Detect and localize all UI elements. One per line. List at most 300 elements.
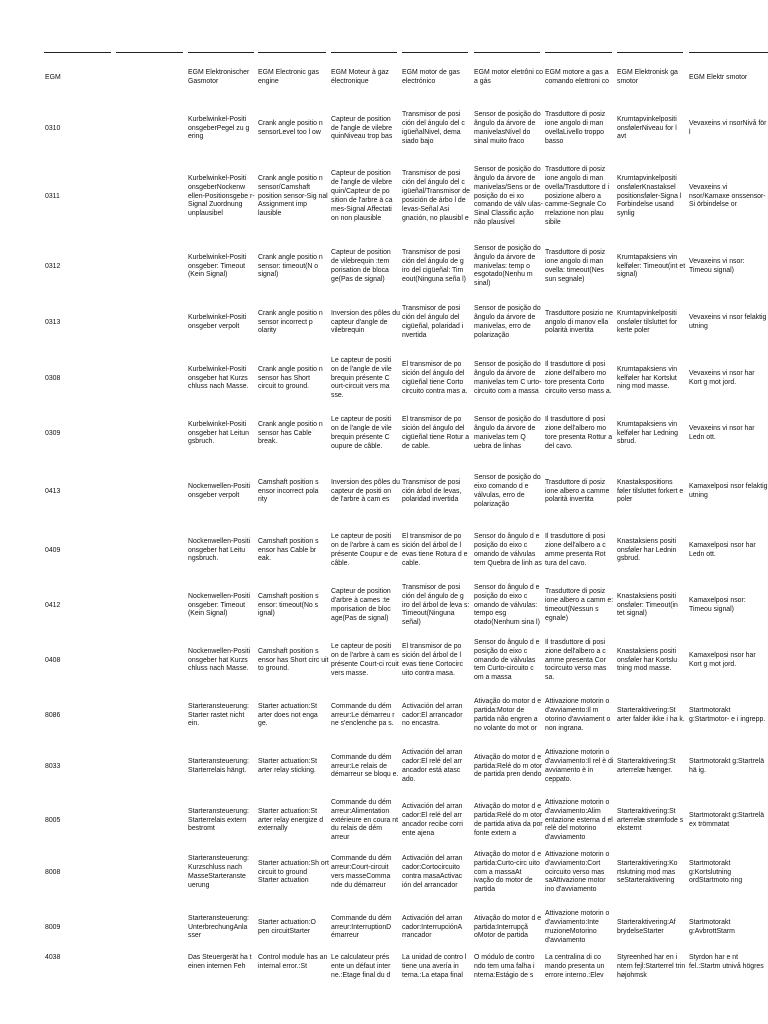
description-cell <box>331 796 400 846</box>
description-cell-text: Startmotorakt g:Kortslutning ordStartmoto ring <box>689 859 743 885</box>
description-cell <box>617 848 687 898</box>
description-cell <box>188 242 256 292</box>
description-cell-text: La unidad de contro l tiene una avería in terna.:La etapa final <box>402 954 467 979</box>
description-cell <box>188 742 256 792</box>
description-cell-text: Il trasduttore di posi zione dell'albero a c amme presenta Rot tura del cavo. <box>545 533 606 567</box>
description-cell <box>474 903 543 953</box>
description-cell <box>474 409 543 459</box>
description-cell <box>258 581 329 631</box>
description-cell <box>331 903 400 953</box>
fault-code-cell <box>45 104 180 154</box>
description-cell <box>474 526 543 576</box>
description-cell <box>474 581 543 631</box>
description-cell-text: Kurbelwinkel-Positi onsgeber hat Kurzs chluss nach Masse. <box>188 365 249 391</box>
header-language-cell <box>474 53 543 103</box>
fault-code-cell <box>45 636 180 686</box>
fault-code-cell-text: 8033 <box>45 762 61 770</box>
description-cell-text: Attivazione motorin o d'avviamento:Alim entazione esterna d el relè del motorino d'avviamento <box>545 798 613 842</box>
header-language-cell <box>545 53 615 103</box>
description-cell-text: Transmisor de posi ción del ángulo del cigüeñal, polaridad i nvertida <box>402 305 464 339</box>
description-cell-text: Attivazione motorin o d'avviamento:Il m otorino d'avviament o non ingrana. <box>545 698 611 732</box>
description-cell <box>331 172 400 222</box>
description-cell <box>545 354 615 404</box>
header-language-cell-text: EGM motor de gas electrónico <box>402 69 460 85</box>
description-cell-text: El transmisor de po sición del árbol de l evas tiene Cortocirc uito contra masa. <box>402 643 463 677</box>
description-cell <box>689 104 768 154</box>
description-cell <box>258 903 329 953</box>
description-cell-text: Activación del arran cador:El arrancador no encastra. <box>402 702 463 728</box>
description-cell-text: Le capteur de positi on de l'angle de vile brequin présente C ourt-circuit vers ma sse. <box>331 356 392 400</box>
description-cell-text: Krumtapvinkelpositi onsfølerNiveau for l avt <box>617 115 677 141</box>
header-language-cell <box>188 53 256 103</box>
description-cell <box>331 581 400 631</box>
fault-code-cell-text: 4038 <box>45 954 61 961</box>
description-cell-text: Commande du dém arreur:Le démarreu r ne s'enclenche pa s. <box>331 702 395 728</box>
description-cell <box>188 354 256 404</box>
description-cell-text: Kamaxelposi nsor: Timeou signal) <box>689 597 746 613</box>
description-cell-text: Kamaxelposi nsor felaktig utning <box>689 483 768 499</box>
description-cell-text: Kurbelwinkel-Positi onsgeber: Timeout (Kein Signal) <box>188 253 247 279</box>
description-cell <box>258 409 329 459</box>
description-cell-text: O módulo de contro ndo tem uma falha i nterna:Estágio de s <box>474 954 535 979</box>
description-cell-text: Il trasduttore di posi zione dell'albero a c amme presenta Cor tocircuito verso mas sa. <box>545 638 607 682</box>
description-cell-text: Starteraktivering:Af brydelseStarter <box>617 919 676 935</box>
description-cell <box>617 354 687 404</box>
description-cell <box>331 954 400 1024</box>
description-cell <box>689 526 768 576</box>
fault-code-cell <box>45 903 180 953</box>
header-language-cell-text: EGM motor eletrôni co a gás <box>474 69 543 85</box>
description-cell-text: Ativação do motor d e partida:Interrupçã oMotor de partida <box>474 914 542 940</box>
description-cell-text: Starter actuation:St arter relay sticking. <box>258 758 317 774</box>
description-cell <box>545 104 615 154</box>
fault-code-cell <box>45 298 180 348</box>
description-cell-text: Startmotorakt g:AvbrottStarm <box>689 919 735 935</box>
fault-code-cell <box>45 691 180 741</box>
description-cell-text: Sensor de posição do ângulo da árvore de manivelas tem C urto-circuito com a massa <box>474 361 542 395</box>
description-cell <box>474 104 543 154</box>
description-cell <box>689 409 768 459</box>
description-cell <box>474 354 543 404</box>
description-cell-text: Starteraktivering:St arter falder ikke i ha k. <box>617 707 685 723</box>
description-cell <box>331 467 400 517</box>
description-cell <box>474 242 543 292</box>
description-cell-text: Camshaft position s ensor incorrect pola rity <box>258 478 319 504</box>
description-cell <box>689 298 768 348</box>
description-cell <box>689 636 768 686</box>
description-cell-text: Trasduttore di posiz ione angolo di man ovellaLivello troppo basso <box>545 111 606 145</box>
description-cell <box>402 467 472 517</box>
description-cell-text: Capteur de position d'arbre à cames :te mporisation de bloc age(Pas de signal) <box>331 588 391 622</box>
description-cell <box>474 636 543 686</box>
description-cell-text: Nockenwellen-Positi onsgeber hat Kurzs chluss nach Masse. <box>188 647 251 673</box>
description-cell-text: Ativação do motor d e partida:Curto-circ uito com a massaAt ivação do motor de partida <box>474 850 542 894</box>
description-cell <box>689 903 768 953</box>
description-cell-text: Sensor de posição do ângulo da árvore de manivelasNível do sinal muito fraco <box>474 111 541 145</box>
description-cell-text: Kurbelwinkel-Positi onsgeber verpolt <box>188 314 247 330</box>
description-cell-text: Trasduttore di posiz ione angolo di man ovella/Trasduttore d i posizione albero a camme-Segnale Co rrelazione non plau sibile <box>545 165 610 227</box>
header-language-cell-text: EGM Electronic gas engine <box>258 69 319 85</box>
description-cell-text: Inversion des pôles du capteur de positi on de l'arbre à cam es <box>331 478 400 504</box>
description-cell-text: Starteransteuerung: Starterrelais extern bestromt <box>188 807 249 833</box>
description-cell <box>331 298 400 348</box>
description-cell <box>689 242 768 292</box>
description-cell-text: Nockenwellen-Positi onsgeber hat Leitu ngsbruch. <box>188 537 251 563</box>
description-cell <box>188 848 256 898</box>
description-cell <box>188 796 256 846</box>
description-cell-text: Startmotorakt g:Startrelä ex trömmatat <box>689 812 765 828</box>
description-cell <box>188 691 256 741</box>
description-cell <box>689 848 768 898</box>
header-language-cell-text: EGM Elektronisk ga smotor <box>617 69 678 85</box>
description-cell-text: Sensor de posição do ângulo da árvore de manivelas, erro de polarização <box>474 305 541 339</box>
description-cell-text: Knastaksiens positi onsføler har Kortslu tning mod masse. <box>617 647 678 673</box>
description-cell <box>331 636 400 686</box>
fault-code-cell <box>45 581 180 631</box>
description-cell-text: Capteur de position de l'angle de vilebre quinNiveau trop bas <box>331 115 393 141</box>
description-cell <box>617 581 687 631</box>
description-cell-text: Kurbelwinkel-Positi onsgeber hat Leitun gsbruch. <box>188 420 249 446</box>
description-cell-text: Startmotorakt g:Startrelä hä ig. <box>689 758 765 774</box>
description-cell-text: Vevaxeins vi nsor har Ledn ott. <box>689 425 755 441</box>
description-cell <box>402 409 472 459</box>
description-cell <box>617 954 687 1024</box>
description-cell <box>545 409 615 459</box>
header-language-cell-text: EGM motore a gas a comando elettroni co <box>545 69 609 85</box>
description-cell <box>617 298 687 348</box>
description-cell-text: Transmisor de posi ción del ángulo del c igüeñal/Transmisor de posición de árbo l de levas-Señal Asi gnación, no plausibl e <box>402 170 470 222</box>
description-cell <box>545 636 615 686</box>
description-cell-text: Commande du dém arreur:Alimentation extérieure en coura nt du relais de dém arreur <box>331 798 399 842</box>
fault-code-cell-text: 0308 <box>45 374 61 382</box>
description-cell-text: Le capteur de positi on de l'arbre à cam es présente Court-ci rcuit vers masse. <box>331 643 399 677</box>
description-cell-text: Sensor do ângulo d e posição do eixo c omando de válvulas: tempo esg otado(Nenhum sina l) <box>474 583 540 627</box>
description-cell-text: Sensor de posição do ângulo da árvore de manivelas: temp o esgotado(Nenhu m sinal) <box>474 244 541 288</box>
description-cell <box>689 581 768 631</box>
description-cell <box>617 409 687 459</box>
description-cell-text: Crank angle positio n sensor has Short circuit to ground. <box>258 365 323 391</box>
description-cell <box>258 742 329 792</box>
header-language-cell <box>402 53 472 103</box>
fault-code-cell-text: 8005 <box>45 816 61 824</box>
fault-code-cell <box>45 467 180 517</box>
description-cell-text: Nockenwellen-Positi onsgeber: Timeout (Kein Signal) <box>188 592 251 618</box>
description-cell-text: Krumtapaksiens vin kelføler har Ledning sbrud. <box>617 420 678 446</box>
description-cell <box>402 526 472 576</box>
fault-code-cell <box>45 848 180 898</box>
description-cell <box>331 742 400 792</box>
fault-code-cell <box>45 172 180 222</box>
fault-code-cell-text: 8086 <box>45 711 61 719</box>
header-code-cell-text: EGM <box>45 73 61 81</box>
description-cell-text: Attivazione motorin o d'avviamento:Cort ocircuito verso mas saAttivazione motor ino d'avviamento <box>545 850 610 894</box>
description-cell-text: Sensor do ângulo d e posição do eixo c omando de válvulas tem Quebra de linh as <box>474 533 542 567</box>
description-cell <box>474 954 543 1024</box>
description-cell-text: Camshaft position s ensor has Short circ uit to ground. <box>258 647 329 673</box>
description-cell-text: Krumtapaksiens vin kelføler: Timeout(int et signal) <box>617 253 686 279</box>
fault-code-cell-text: 0412 <box>45 601 61 609</box>
description-cell-text: Nockenwellen-Positi onsgeber verpolt <box>188 483 251 499</box>
description-cell <box>474 165 543 227</box>
description-cell-text: Kamaxelposi nsor har Kort g mot jord. <box>689 652 756 668</box>
description-cell <box>474 848 543 898</box>
description-cell <box>331 242 400 292</box>
description-cell <box>331 409 400 459</box>
description-cell-text: Activación del arran cador:El relé del arr ancador recibe corri ente ajena <box>402 803 463 837</box>
description-cell <box>689 742 768 792</box>
description-cell-text: Commande du dém arreur:InterruptionD émarreur <box>331 914 392 940</box>
description-cell <box>617 691 687 741</box>
fault-code-cell-text: 0309 <box>45 429 61 437</box>
description-cell <box>545 903 615 953</box>
description-cell-text: Capteur de position de l'angle de vilebre quin/Capteur de po sition de l'arbre à ca mes-Signal Affectati on non plausible <box>331 170 393 222</box>
description-cell <box>689 691 768 741</box>
description-cell-text: El transmisor de po sición del árbol de l evas tiene Rotura d e cable. <box>402 533 468 567</box>
fault-code-cell-text: 0409 <box>45 546 61 554</box>
description-cell-text: Il trasduttore di posi zione dell'albero mo tore presenta Corto circuito verso mass a. <box>545 361 612 395</box>
header-language-cell <box>689 53 768 103</box>
description-cell-text: Le calculateur prés ente un défaut inter ne.:Etage final du d <box>331 954 391 979</box>
description-cell-text: Ativação do motor d e partida:Relé do m otor de partida pren dendo <box>474 753 543 779</box>
description-cell-text: Crank angle positio n sensorLevel too l ow <box>258 120 323 136</box>
description-cell-text: Crank angle positio n sensor: timeout(N o signal) <box>258 253 323 279</box>
description-cell-text: Activación del arran cador:InterrupciónA rrancador <box>402 914 463 940</box>
description-cell <box>258 526 329 576</box>
description-cell <box>545 796 615 846</box>
description-cell <box>331 354 400 404</box>
description-cell-text: Sensor de posição do ângulo da árvore de manivelas/Sens or de posição do ei xo comando de válv ulas-Sinal Classific ação não plausível <box>474 165 543 227</box>
description-cell <box>188 104 256 154</box>
description-cell <box>258 242 329 292</box>
fault-code-cell-text: 8008 <box>45 868 61 876</box>
description-cell-text: Crank angle positio n sensor/Camshaft position sensor-Sig nal Assignment imp lausible <box>258 174 328 218</box>
description-cell-text: Ativação do motor d e partida:Motor de partida não engren a no volante do mot or <box>474 698 542 732</box>
description-cell <box>689 354 768 404</box>
description-cell-text: Das Steuergerät ha t einen internen Feh <box>188 954 252 970</box>
description-cell <box>258 354 329 404</box>
description-cell-text: Styrdon har e nt fel.:Startm utnivå högres <box>689 954 764 970</box>
fault-code-cell-text: 0311 <box>45 192 60 200</box>
description-cell <box>188 467 256 517</box>
description-cell <box>617 796 687 846</box>
description-cell <box>545 242 615 292</box>
header-language-cell-text: EGM Elektr smotor <box>689 73 748 81</box>
description-cell <box>545 848 615 898</box>
description-cell <box>545 467 615 517</box>
description-cell <box>402 848 472 898</box>
description-cell-text: Il trasduttore di posi zione dell'albero mo tore presenta Rottur a del cavo. <box>545 416 613 450</box>
description-cell-text: La centralina di co mando presenta un errore interno.:Elev <box>545 954 605 979</box>
description-cell <box>545 298 615 348</box>
description-cell <box>258 172 329 222</box>
description-cell-text: Starter actuation:O pen circuitStarter <box>258 919 316 935</box>
description-cell-text: Starteransteuerung: UnterbrechungAnla sser <box>188 914 249 940</box>
description-cell-text: Le capteur de positi on de l'arbre à cam es présente Coupur e de câble. <box>331 533 399 567</box>
description-cell <box>258 298 329 348</box>
description-cell-text: Trasduttore di posiz ione albero a camm e: timeout(Nessun s egnale) <box>545 588 614 622</box>
description-cell-text: Kamaxelposi nsor har Ledn ott. <box>689 542 756 558</box>
description-cell-text: Camshaft position s ensor has Cable br eak. <box>258 537 319 563</box>
description-cell <box>402 172 472 222</box>
description-cell-text: Krumtapaksiens vin kelføler har Kortslut ning mod masse. <box>617 365 678 391</box>
description-cell <box>617 636 687 686</box>
description-cell <box>331 104 400 154</box>
description-cell <box>545 954 615 1024</box>
description-cell-text: Startmotorakt g:Startmotor- e i ingrepp. <box>689 707 766 723</box>
description-cell <box>402 742 472 792</box>
description-cell-text: Trasduttore di posiz ione albero a camme polarità invertita <box>545 478 610 504</box>
description-cell-text: Transmisor de posi ción del ángulo del c igüeñalNivel, dema siado bajo <box>402 111 465 145</box>
description-cell <box>617 242 687 292</box>
description-cell-text: Starteransteuerung: Starter rastet nicht ein. <box>188 702 249 728</box>
description-cell-text: Styreenhed har en i ntern fejl:Starterrel trin højohmsk <box>617 954 686 979</box>
description-cell-text: Kurbelwinkel-Positi onsgeberPegel zu g ering <box>188 115 250 141</box>
description-cell-text: Starteraktivering:St arterrelæ hænger. <box>617 758 676 774</box>
description-cell-text: Starter actuation:Sh ort circuit to ground Starter actuation <box>258 859 329 885</box>
header-code-cell <box>45 53 180 103</box>
description-cell-text: Commande du dém arreur:Court-circuit vers masseComma nde du démarreur <box>331 855 392 889</box>
description-cell-text: Trasduttore di posiz ione angolo di man ovella: timeout(Nes sun segnale) <box>545 249 606 283</box>
description-cell-text: Vevaxeins vi nsor har Kort g mot jord. <box>689 370 755 386</box>
description-cell-text: Attivazione motorin o d'avviamento:Inte rruzioneMotorino d'avviamento <box>545 910 610 944</box>
fault-code-cell-text: 0413 <box>45 487 61 495</box>
description-cell <box>258 104 329 154</box>
fault-code-cell-text: 0310 <box>45 124 61 132</box>
description-cell-text: Ativação do motor d e partida:Relé do m otor de partida ativa da por fonte extern a <box>474 803 543 837</box>
description-cell-text: El transmisor de po sición del ángulo del cigüeñal tiene Corto circuito contra mas a. <box>402 361 468 395</box>
description-cell-text: Vevaxeins vi nsor felaktig utning <box>689 314 767 330</box>
description-cell <box>617 903 687 953</box>
description-cell-text: Vevaxeins vi nsor/Kamaxe onssensor-Si örbindelse or <box>689 183 766 209</box>
description-cell <box>474 298 543 348</box>
description-cell <box>188 409 256 459</box>
description-cell <box>402 636 472 686</box>
description-cell <box>188 954 256 1024</box>
description-cell-text: Transmisor de posi ción árbol de levas, polaridad invertida <box>402 478 462 504</box>
description-cell <box>331 848 400 898</box>
description-cell-text: Sensor de posição do ângulo da árvore de manivelas tem Q uebra de linhas <box>474 416 541 450</box>
description-cell <box>617 742 687 792</box>
description-cell <box>402 104 472 154</box>
description-cell-text: Starteraktivering:Ko rtslutning mod mas seStarteraktivering <box>617 859 678 885</box>
description-cell-text: Knastaksiens positi onsføler: Timeout(in tet signal) <box>617 592 678 618</box>
description-cell-text: Krumtapvinkelpositi onsføler tilsluttet for kerte poler <box>617 309 678 335</box>
header-language-cell <box>331 53 400 103</box>
description-cell <box>545 691 615 741</box>
fault-code-cell-text: 8009 <box>45 923 61 931</box>
description-cell-text: Activación del arran cador:El relé del arr ancador está atasc ado. <box>402 749 463 783</box>
description-cell-text: Activación del arran cador:Cortocircuito contra masaActivac ión del arrancador <box>402 855 463 889</box>
description-cell <box>545 526 615 576</box>
description-cell <box>188 581 256 631</box>
fault-code-cell <box>45 354 180 404</box>
fault-code-cell-text: 0408 <box>45 656 61 664</box>
description-cell <box>402 954 472 1024</box>
description-cell <box>545 742 615 792</box>
fault-code-cell <box>45 242 180 292</box>
description-cell <box>474 742 543 792</box>
description-cell <box>331 691 400 741</box>
description-cell <box>402 691 472 741</box>
fault-code-cell-text: 0313 <box>45 318 61 326</box>
description-cell <box>689 467 768 517</box>
description-cell <box>258 691 329 741</box>
description-cell <box>188 636 256 686</box>
description-cell <box>258 848 329 898</box>
description-cell-text: Inversion des pôles du capteur d'angle de vilebrequin <box>331 309 400 335</box>
header-language-cell-text: EGM Elektronischer Gasmotor <box>188 69 250 85</box>
description-cell <box>474 691 543 741</box>
description-cell-text: Vevaxeins vi nsor: Timeou signal) <box>689 258 745 274</box>
description-cell-text: Camshaft position s ensor: timeout(No s ignal) <box>258 592 319 618</box>
description-cell <box>689 172 768 222</box>
description-cell <box>402 354 472 404</box>
description-cell <box>258 636 329 686</box>
description-cell-text: Transmisor de posi ción del ángulo de g iro del árbol de leva s: Timeout(Ninguna señal) <box>402 583 470 627</box>
description-cell <box>617 526 687 576</box>
description-cell-text: Crank angle positio n sensor has Cable break. <box>258 420 323 446</box>
description-cell <box>402 242 472 292</box>
description-cell <box>617 104 687 154</box>
description-cell-text: Capteur de position de vilebrequin :tem porisation de bloca ge(Pas de signal) <box>331 249 391 283</box>
description-cell <box>474 467 543 517</box>
description-cell <box>258 467 329 517</box>
description-cell-text: Starteransteuerung: Kurzschluss nach MasseStarteranste uerung <box>188 855 249 889</box>
description-cell-text: Transmisor de posi ción del ángulo de g iro del cigüeñal: Tim eout(Ninguna seña l) <box>402 249 466 283</box>
description-cell <box>188 903 256 953</box>
description-cell-text: Krumtapvinkelpositi onsfølerKnastaksel positionsføler-Signa l Forbindelse usand synlig <box>617 174 682 218</box>
description-cell-text: Kurbelwinkel-Positi onsgeberNockenw ellen-Positionsgebe r-Signal Zuordnung unplausibel <box>188 174 255 218</box>
description-cell-text: Vevaxeins vi nsorNivå för l <box>689 120 767 136</box>
fault-code-cell <box>45 796 180 846</box>
description-cell-text: Crank angle positio n sensor incorrect p olarity <box>258 309 323 335</box>
description-cell-text: Knastakspositions føler tilsluttet forkert e poler <box>617 478 684 504</box>
description-cell <box>545 581 615 631</box>
description-cell <box>402 796 472 846</box>
description-cell <box>689 954 768 1024</box>
description-cell <box>402 298 472 348</box>
description-cell-text: Starter actuation:St arter relay energize d externally <box>258 807 324 833</box>
description-cell <box>258 796 329 846</box>
description-cell <box>689 796 768 846</box>
description-cell <box>545 165 615 227</box>
fault-code-cell <box>45 742 180 792</box>
fault-code-cell <box>45 526 180 576</box>
description-cell <box>617 467 687 517</box>
description-cell-text: El transmisor de po sición del ángulo del cigüeñal tiene Rotur a de cable. <box>402 416 470 450</box>
description-cell <box>331 526 400 576</box>
description-cell <box>188 298 256 348</box>
description-cell-text: Le capteur de positi on de l'angle de vile brequin présente C oupure de câble. <box>331 416 392 450</box>
description-cell-text: Sensor do ângulo d e posição do eixo c omando de válvulas tem Curto-circuito c om a massa <box>474 638 540 682</box>
description-cell <box>258 954 329 1024</box>
header-language-cell <box>258 53 329 103</box>
header-language-cell-text: EGM Moteur à gaz électronique <box>331 69 389 85</box>
description-cell <box>188 172 256 222</box>
description-cell-text: Sensor de posição do eixo comando d e válvulas, erro de polarização <box>474 474 541 508</box>
description-cell-text: Trasduttore posizio ne angolo di manov ella polarità invertita <box>545 309 613 335</box>
description-cell-text: Attivazione motorin o d'avviamento:Il rel è di avviamento è in ceppato. <box>545 749 614 783</box>
header-language-cell <box>617 53 687 103</box>
description-cell <box>474 796 543 846</box>
description-cell-text: Commande du dém arreur:Le relais de démarreur se bloqu e. <box>331 753 399 779</box>
description-cell-text: Starteransteuerung: Starterrelais hängt. <box>188 758 249 774</box>
description-cell <box>188 526 256 576</box>
fault-code-cell <box>45 954 180 1024</box>
fault-code-cell-text: 0312 <box>45 262 61 270</box>
description-cell-text: Starter actuation:St arter does not enga ge. <box>258 702 318 728</box>
fault-code-cell <box>45 409 180 459</box>
